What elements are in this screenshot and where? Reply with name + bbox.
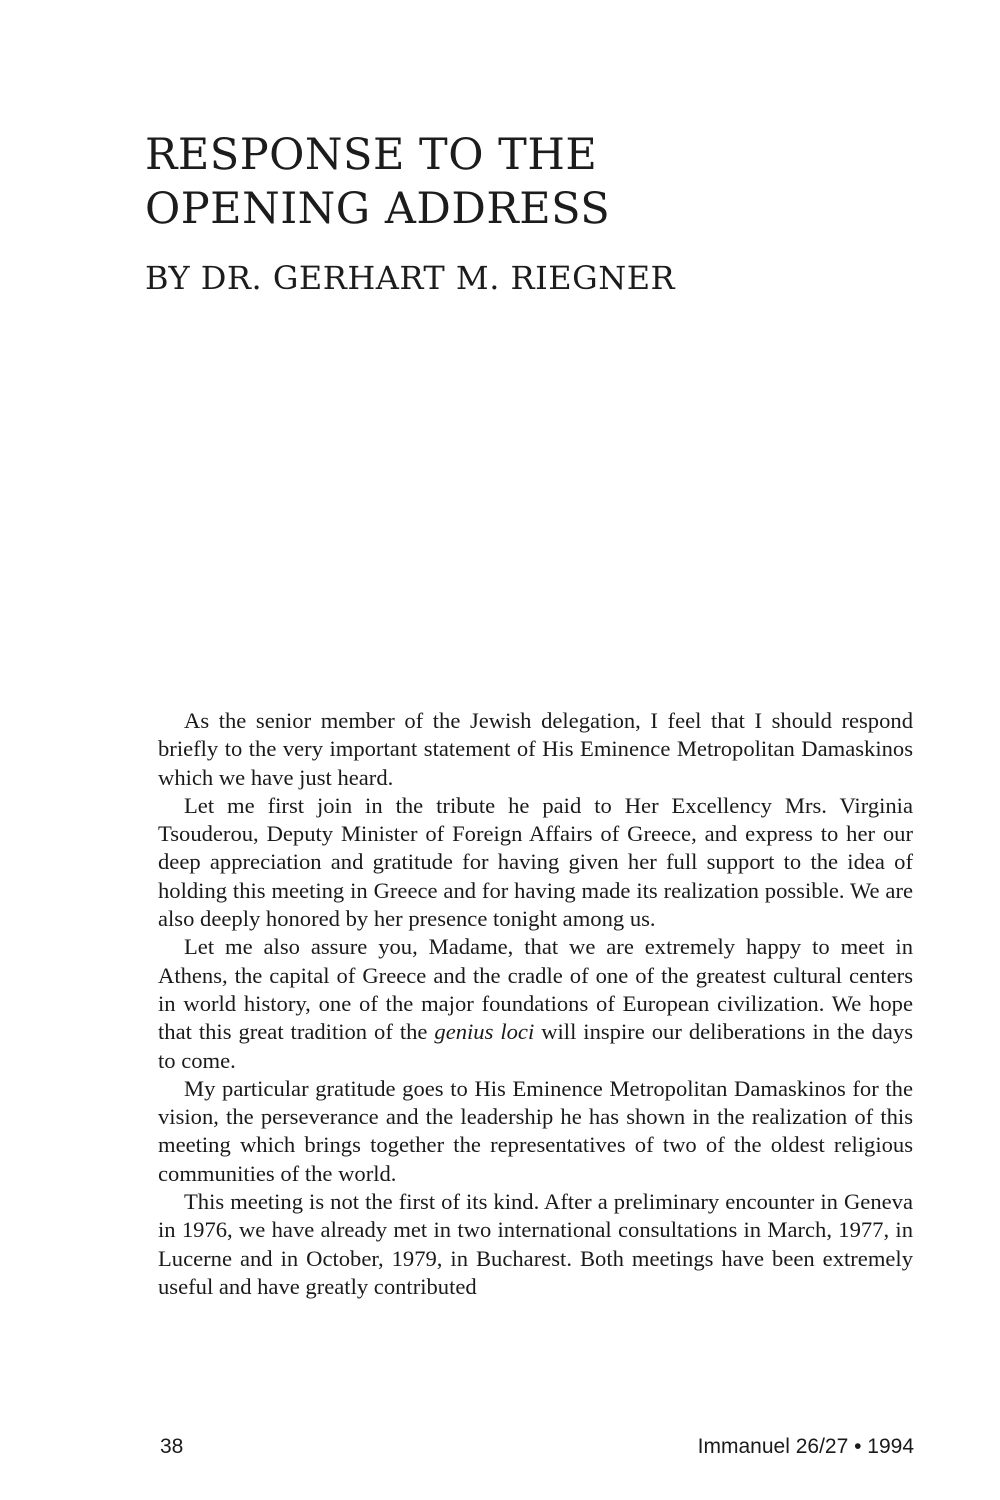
- body-paragraph-3-text-a: Let me also assure you, Madame, that we are extremely happy to meet in Athens, the capital of Greece and the cradle of one of the greatest cultural centers in world history, one of the major foundations of European civilization. We hope that this great tradition of the: [158, 934, 913, 1045]
- article-title: [145, 128, 845, 236]
- body-paragraph-4: My particular gratitude goes to His Eminence Metropolitan Damaskinos for the vision, the perseverance and the leadership he has shown in the realization of this meeting which brings together the representatives of two of the oldest religious communities of the world.: [158, 1075, 913, 1186]
- article-byline: BY DR. GERHART M. RIEGNER: [145, 259, 676, 297]
- article-title-line-1: RESPONSE TO THE: [145, 130, 598, 180]
- body-paragraph-2: Let me first join in the tribute he paid to Her Excellency Mrs. Virginia Tsouderou, Deputy Minister of Foreign Affairs of Greece, and express to her our deep appreciation and gratitude for having given her full support to the idea of holding this meeting in Greece and for having made its realization possible. We are also deeply honored by her presence tonight among us.: [158, 792, 913, 932]
- body-paragraph-3-text-b: will inspire our deliberations in the days to come.: [158, 1019, 913, 1073]
- body-paragraph-3-italic: genius loci: [434, 1019, 535, 1045]
- page-number: 38: [160, 1435, 184, 1458]
- body-paragraph-1: As the senior member of the Jewish delegation, I feel that I should respond briefly to the very important statement of His Eminence Metropolitan Damaskinos which we have just heard.: [158, 708, 913, 790]
- journal-citation: Immanuel 26/27 • 1994: [697, 1435, 914, 1458]
- body-paragraph-5: This meeting is not the first of its kind. After a preliminary encounter in Geneva in 1976, we have already met in two international consultations in March, 1977, in Lucerne and in October, 1979, in Bucharest. Both meetings have been extremely useful and have greatly contributed: [158, 1189, 913, 1299]
- article-title-line-2: OPENING ADDRESS: [145, 184, 611, 234]
- body-paragraph-3: [158, 933, 913, 1074]
- article-body: [158, 707, 913, 1301]
